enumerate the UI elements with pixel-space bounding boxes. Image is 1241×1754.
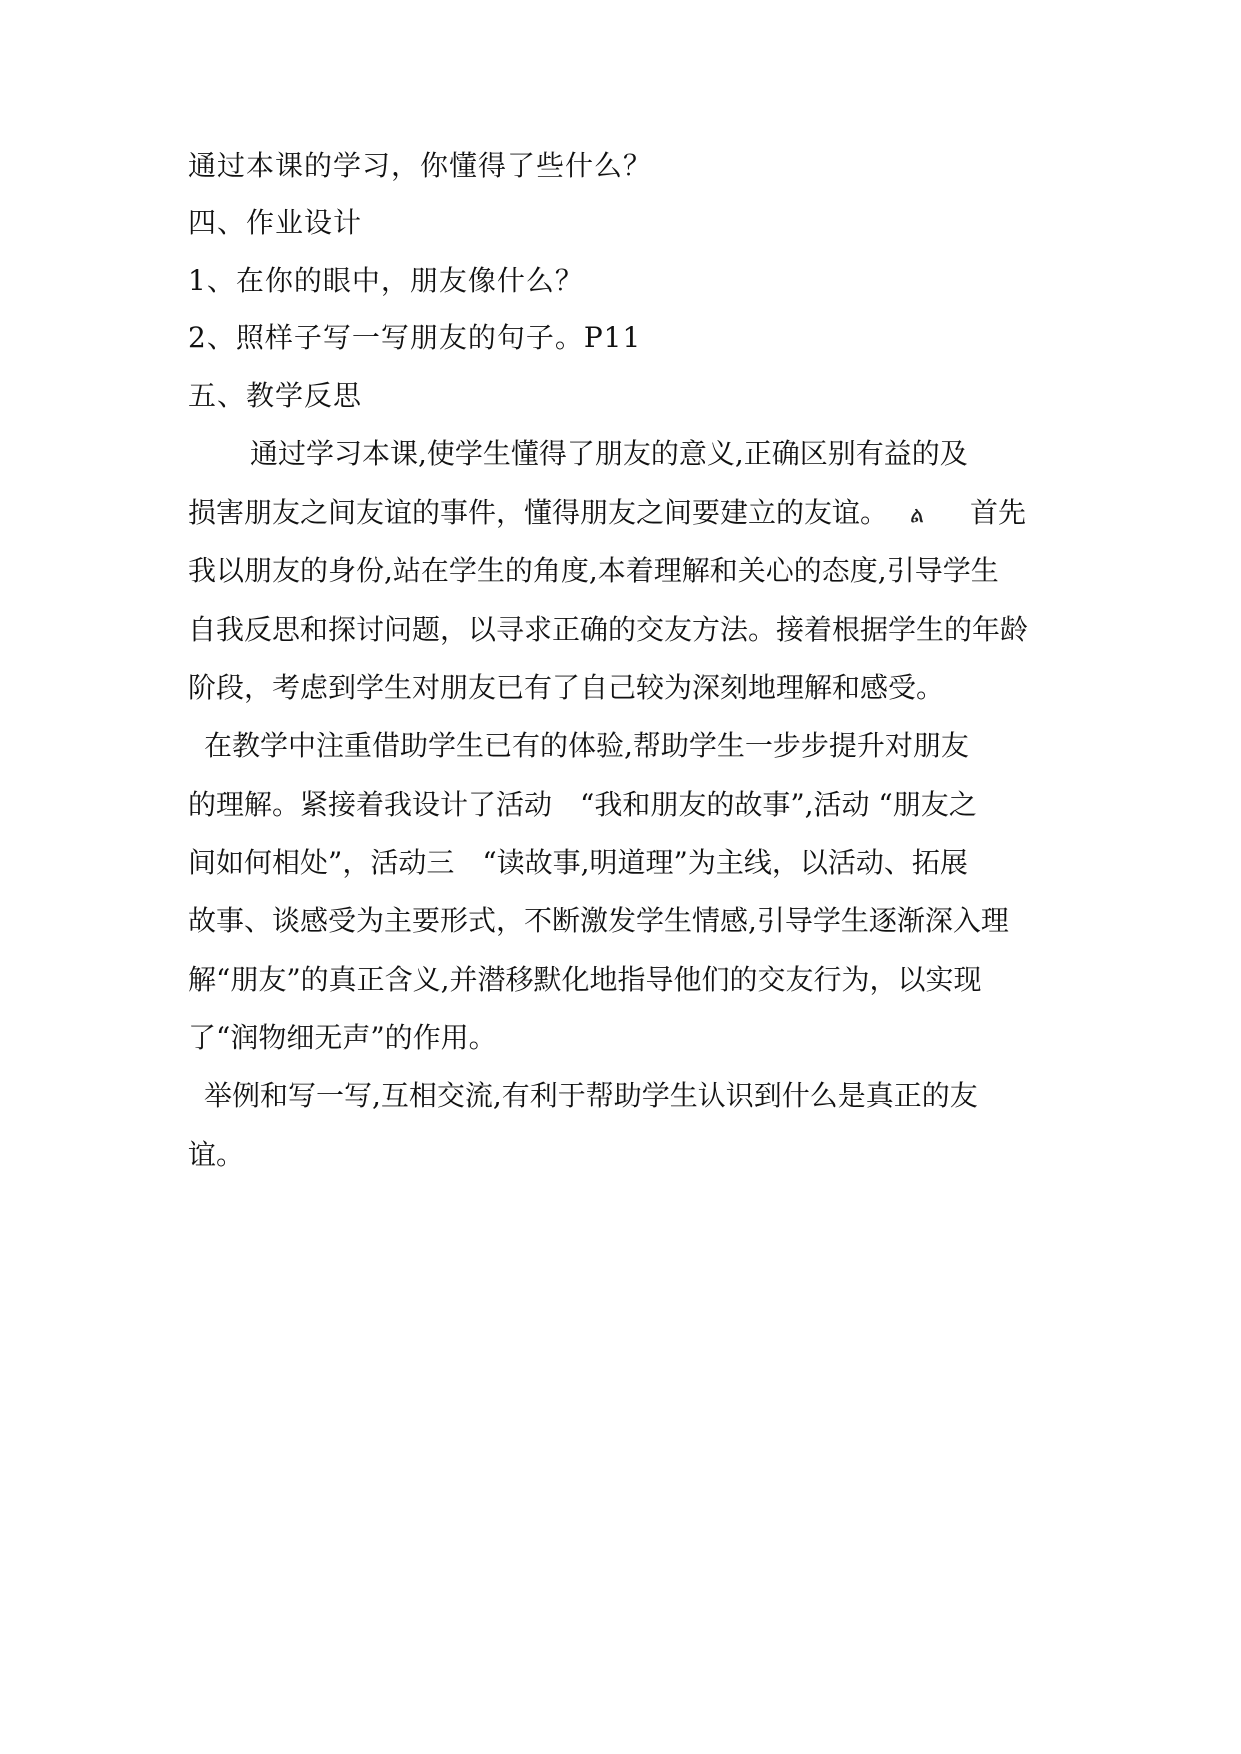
reflection-p1-line2	[188, 493, 1026, 536]
summary-question: 通过本课的学习，你懂得了些什么？	[188, 149, 653, 182]
reflection-p3-line2: 谊。	[188, 1138, 245, 1171]
stray-mark-glyph: ል	[910, 503, 924, 528]
reflection-p1-line2-text: 损害朋友之间友谊的事件，懂得朋友之间要建立的友谊。	[188, 496, 889, 529]
reflection-p1-line1: 通过学习本课,使学生懂得了朋友的意义,正确区别有益的及	[250, 437, 968, 470]
reflection-p3-line1: 举例和写一写,互相交流,有利于帮助学生认识到什么是真正的友	[204, 1079, 978, 1112]
reflection-p2-line4: 故事、谈感受为主要形式，不断激发学生情感,引导学生逐渐深入理	[188, 904, 1009, 937]
reflection-p1-line4: 自我反思和探讨问题，以寻求正确的交友方法。接着根据学生的年龄	[188, 613, 1029, 646]
homework-heading: 四、作业设计	[188, 206, 363, 239]
reflection-p1-line3: 我以朋友的身份,站在学生的角度,本着理解和关心的态度,引导学生	[188, 554, 999, 587]
reflection-p2-line6: 了“润物细无声”的作用。	[188, 1021, 497, 1054]
homework-item-1: 1、在你的眼中，朋友像什么？	[188, 264, 584, 297]
homework-item-2: 2、照样子写一写朋友的句子。P11	[188, 321, 642, 354]
reflection-p1-line2-end: 首先	[970, 496, 1027, 529]
reflection-p2-line2: 的理解。紧接着我设计了活动 “我和朋友的故事”,活动 “朋友之	[188, 788, 977, 821]
reflection-heading: 五、教学反思	[188, 379, 363, 412]
reflection-p2-line3: 间如何相处”，活动三 “读故事,明道理”为主线，以活动、拓展	[188, 846, 968, 879]
reflection-p2-line1: 在教学中注重借助学生已有的体验,帮助学生一步步提升对朋友	[204, 729, 969, 762]
reflection-p1-line5: 阶段，考虑到学生对朋友已有了自己较为深刻地理解和感受。	[188, 671, 945, 704]
reflection-p2-line5: 解“朋友”的真正含义,并潜移默化地指导他们的交友行为，以实现	[188, 963, 982, 996]
